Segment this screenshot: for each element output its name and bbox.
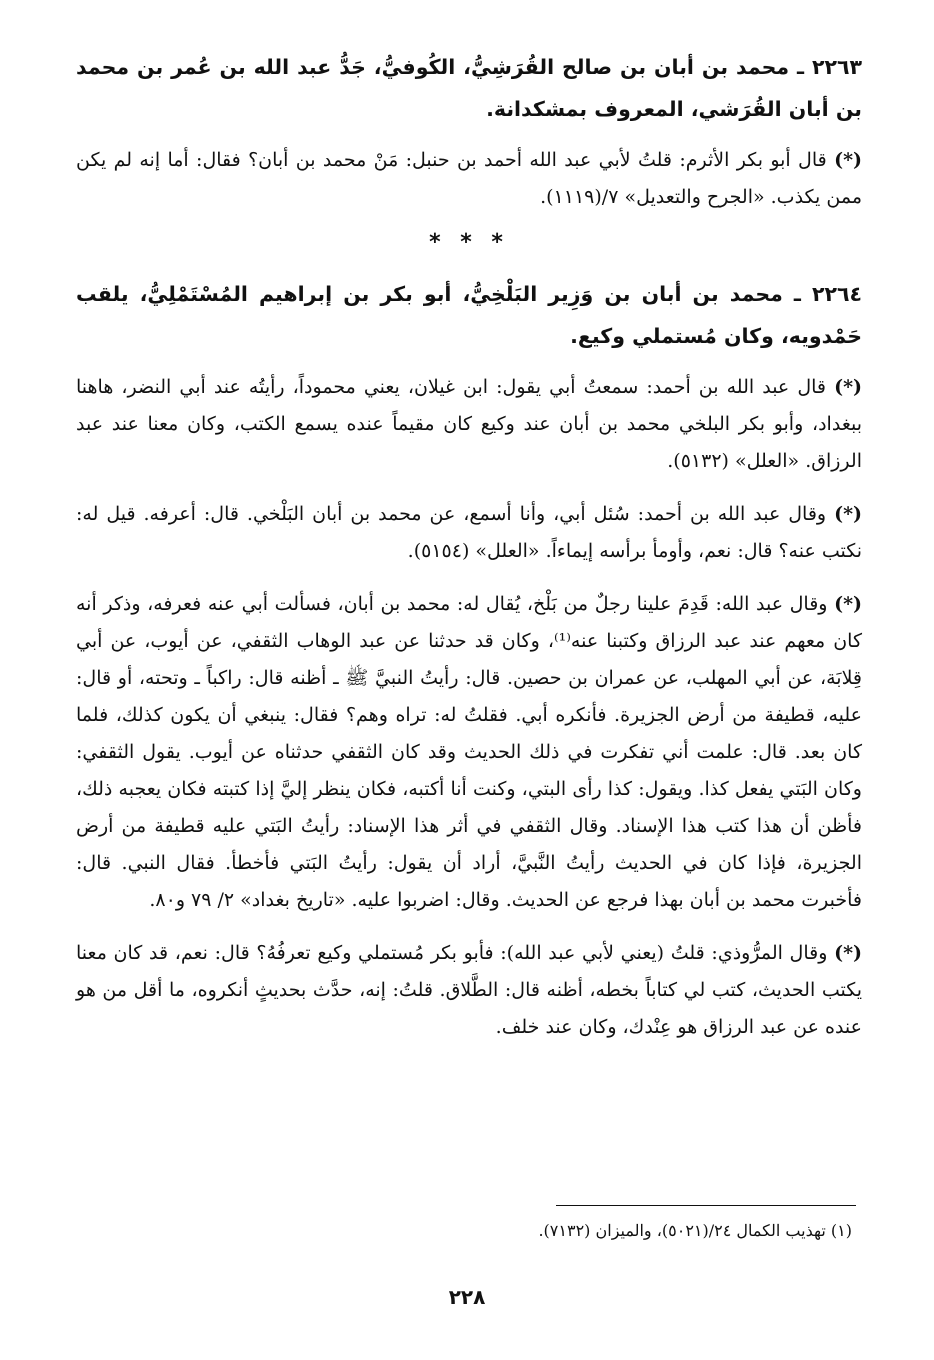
paragraph-text: وقال المرُّوذي: قلتُ (يعني لأبي عبد الله): فأبو بكر مُستملي وكيع تعرفُهُ؟ قال: نعم، قد كان معنا يكتب الحديث، كتب لي كتاباً بخطه، أظنه قال: الطَّلاق. قلتُ: إنه، حدَّث بحديثٍ أنكروه، ما أقل من هو عنده عن عبد الرزاق هو عِنْدك، وكان عند خلف. [76,942,862,1038]
footnote [80,1218,852,1244]
quote-marker: (*) [834,149,862,171]
entry-2264-paragraph-2 [76,496,862,570]
footnote-divider [556,1205,856,1206]
page-number: ٢٢٨ [448,1285,486,1309]
quote-marker: (*) [834,503,862,525]
spacer [76,357,862,369]
spacer [76,480,862,496]
entry-2263-paragraph [76,142,862,216]
footnote-text: تهذيب الكمال ٢٤/(٥٠٢١)، والميزان (٧١٣٢). [538,1221,826,1240]
section-separator: * * * [429,230,509,255]
paragraph-text: وقال عبد الله بن أحمد: سُئل أبي، وأنا أسمع، عن محمد بن أبان البَلْخي. قال: أعرفه. قيل له: نكتب عنه؟ قال: نعم، وأومأ برأسه إيماءاً. «العلل» (٥١٥٤). [76,503,862,562]
spacer [76,570,862,586]
entry-2264-paragraph-1 [76,369,862,480]
entry-2264-heading: ٢٢٦٤ ـ محمد بن أبان بن وَزِير البَلْخِيُّ، أبو بكر بن إبراهيم المُسْتَمْلِيُّ، يلقب حَمْدويه، وكان مُستملي وكيع. [76,282,862,348]
entry-2263-heading: ٢٢٦٣ ـ محمد بن أبان بن صالح القُرَشِيُّ، الكُوفيُّ، جَدُّ عبد الله بن عُمر بن محمد بن أبان القُرَشي، المعروف بمشكدانة. [76,55,862,121]
paragraph-text: قال أبو بكر الأثرم: قلتُ لأبي عبد الله أحمد بن حنبل: مَنْ محمد بن أبان؟ فقال: أما إنه لم يكن ممن يكذب. «الجرح والتعديل» ٧/(١١١٩). [76,149,862,208]
quote-marker: (*) [834,376,862,398]
spacer [76,919,862,935]
quote-marker: (*) [834,942,862,964]
quote-marker: (*) [834,593,862,615]
footnote-number: (١) [830,1221,852,1240]
entry-2264-paragraph-3 [76,586,862,919]
paragraph-text: وقال عبد الله: قَدِمَ علينا رجلٌ من بَلْخ، يُقال له: محمد بن أبان، فسألت أبي عنه فعرفه، وذكر أنه كان معهم عند عبد الرزاق وكتبنا عنه⁽¹⁾، وكان قد حدثنا عن عبد الوهاب الثقفي، عن أيوب، عن أبي قِلابَة، عن أبي المهلب، عن عمران بن حصين. قال: رأيتُ النبيَّ ﷺ ـ أظنه قال: راكباً ـ وتحته، أو قال: عليه، قطيفة من أرض الجزيرة. فأنكره أبي. فقلتُ له: تراه وهم؟ فقال: ينبغي أن يكون كذلك، فلما كان بعد. قال: علمت أني تفكرت في ذلك الحديث وقد كان الثقفي حدثناه عن أيوب. يقول الثقفي: وكان البَتي يفعل كذا. ويقول: كذا رأى البتي، وكنت أنا أكتبه، فكان ينظر إليَّ إذا كتبته فكان يعجبه ذلك، فأظن أن هذا كتب هذا الإسناد. وقال الثقفي في أثر هذا الإسناد: رأيتُ البَتي عليه قطيفة من أرض الجزيرة، فإذا كان في الحديث رأيتُ النَّبيَّ، أراد أن يقول: رأيتُ البَتي فأخطأ. فقال النبي. قال: فأخبرت محمد بن أبان بهذا فرجع عن الحديث. وقال: اضربوا عليه. «تاريخ بغداد» ٢/ ٧٩ و٨٠. [76,593,862,911]
entry-2264-paragraph-4 [76,935,862,1046]
spacer [76,130,862,142]
paragraph-text: قال عبد الله بن أحمد: سمعتُ أبي يقول: ابن غيلان، يعني محموداً، رأيتُه عند أبي النضر، هاهنا ببغداد، وأبو بكر البلخي محمد بن أبان عند وكيع كان مقيماً عنده يسمع الكتب، وكان معنا عند عبد الرزاق. «العلل» (٥١٣٢). [76,376,863,472]
